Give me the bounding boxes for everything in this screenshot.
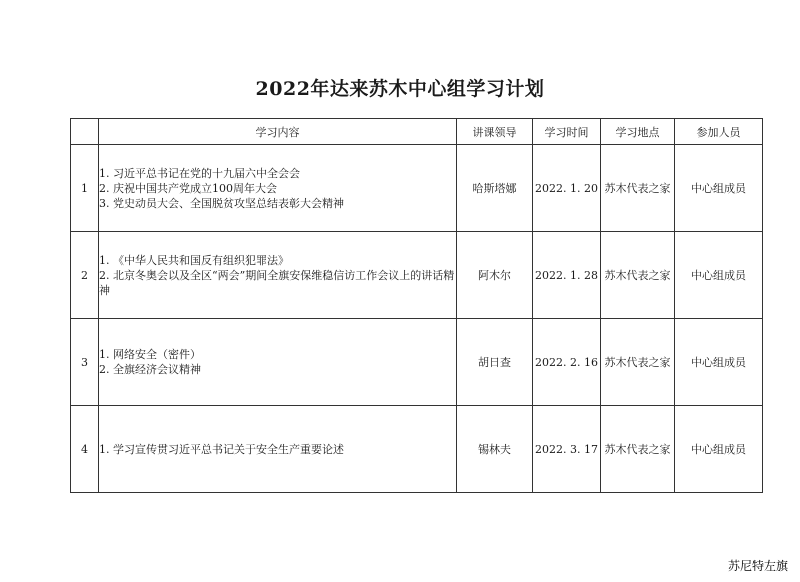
table-header-row bbox=[71, 119, 763, 145]
study-content bbox=[99, 145, 457, 232]
lecturer: 胡日查 bbox=[457, 319, 533, 406]
study-date: 2022. 1. 28 bbox=[533, 232, 601, 319]
header-participants: 参加人员 bbox=[675, 119, 763, 145]
study-date: 2022. 1. 20 bbox=[533, 145, 601, 232]
lecturer: 阿木尔 bbox=[457, 232, 533, 319]
study-date: 2022. 3. 17 bbox=[533, 406, 601, 493]
row-number: 2 bbox=[71, 232, 99, 319]
row-number: 1 bbox=[71, 145, 99, 232]
content-line: 2. 庆祝中国共产党成立100周年大会 bbox=[99, 181, 277, 195]
table-row bbox=[71, 319, 763, 406]
participants: 中心组成员 bbox=[675, 145, 763, 232]
header-place: 学习地点 bbox=[601, 119, 675, 145]
header-date: 学习时间 bbox=[533, 119, 601, 145]
lecturer: 锡林夫 bbox=[457, 406, 533, 493]
header-content: 学习内容 bbox=[99, 119, 457, 145]
content-line: 1. 习近平总书记在党的十九届六中全会会 bbox=[99, 166, 300, 180]
study-content bbox=[99, 232, 457, 319]
table-row bbox=[71, 406, 763, 493]
lecturer: 哈斯塔娜 bbox=[457, 145, 533, 232]
study-place: 苏木代表之家 bbox=[601, 319, 675, 406]
content-line: 1. 网络安全（密件） bbox=[99, 348, 201, 361]
page-title: 2022年达来苏木中心组学习计划 bbox=[255, 78, 545, 100]
content-line: 1. 学习宣传贯习近平总书记关于安全生产重要论述 bbox=[99, 442, 344, 456]
participants: 中心组成员 bbox=[675, 319, 763, 406]
content-line: 3. 党史动员大会、全国脱贫攻坚总结表彰大会精神 bbox=[99, 196, 344, 210]
table-row bbox=[71, 145, 763, 232]
header-lecturer: 讲课领导 bbox=[457, 119, 533, 145]
study-place: 苏木代表之家 bbox=[601, 145, 675, 232]
content-line: 2. 全旗经济会议精神 bbox=[99, 363, 201, 376]
header-number bbox=[71, 119, 99, 145]
footer-org-name: 苏尼特左旗 bbox=[727, 559, 788, 573]
row-number: 4 bbox=[71, 406, 99, 493]
study-plan-table bbox=[70, 118, 763, 493]
study-date: 2022. 2. 16 bbox=[533, 319, 601, 406]
study-content bbox=[99, 406, 457, 493]
study-place: 苏木代表之家 bbox=[601, 232, 675, 319]
content-line: 2. 北京冬奥会以及全区“两会”期间全旗安保维稳信访工作会议上的讲话精神 bbox=[99, 268, 455, 297]
table-row bbox=[71, 232, 763, 319]
study-place: 苏木代表之家 bbox=[601, 406, 675, 493]
row-number: 3 bbox=[71, 319, 99, 406]
study-content bbox=[99, 319, 457, 406]
participants: 中心组成员 bbox=[675, 232, 763, 319]
participants: 中心组成员 bbox=[675, 406, 763, 493]
content-line: 1. 《中华人民共和国反有组织犯罪法》 bbox=[99, 253, 289, 267]
